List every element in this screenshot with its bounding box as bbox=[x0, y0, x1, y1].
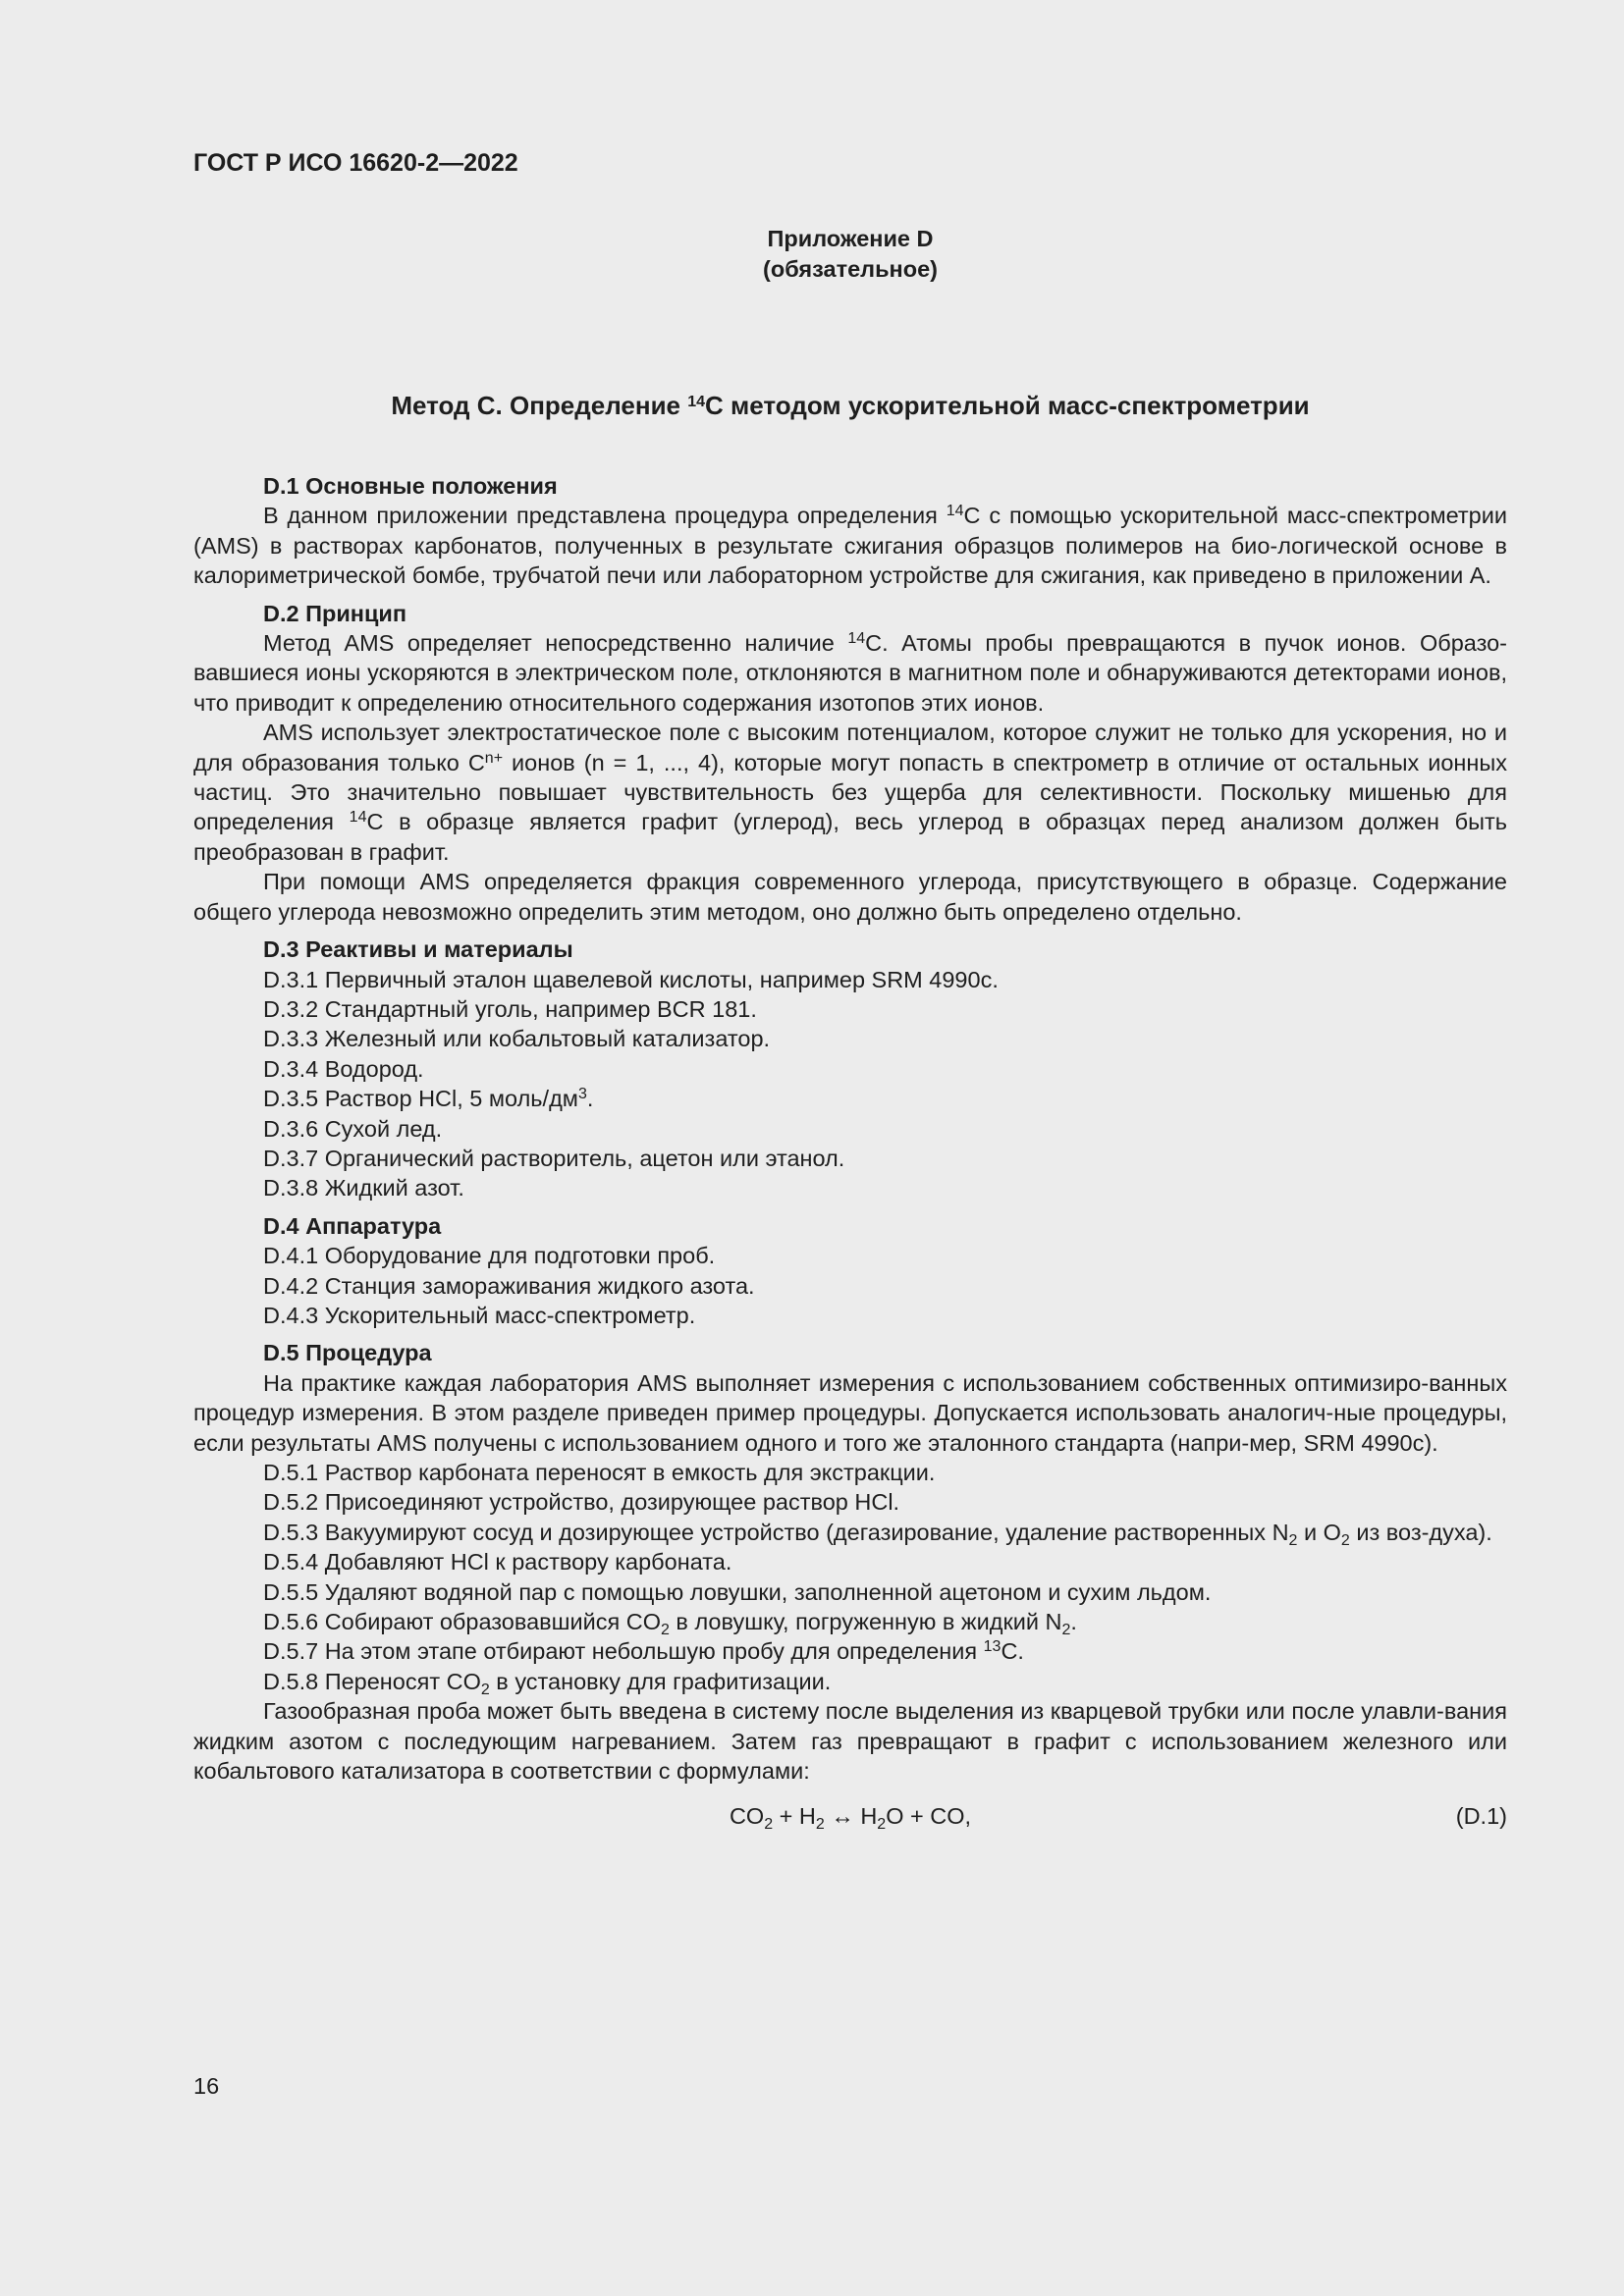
text-run: C. Атомы пробы превращаются в пучок ионов. Образо-вавшиеся ионы ускоряются в электрическом поле, отклоняются в магнитном поле и обнаруживаются детекторами ионов, что приводит к определению относительного содержания изотопов этих ионов. bbox=[193, 630, 1507, 716]
section-heading: D.2 Принцип bbox=[263, 600, 407, 626]
text-run: Метод AMS определяет непосредственно наличие bbox=[263, 630, 848, 657]
document-body bbox=[193, 471, 1507, 1832]
text-run: D.5.8 Переносят CO bbox=[263, 1668, 481, 1694]
paragraph bbox=[193, 718, 1507, 867]
appendix-title: Приложение D bbox=[767, 226, 934, 251]
text-run: . bbox=[1070, 1609, 1077, 1635]
text-run: C в образце является графит (углерод), весь углерод в образцах перед анализом должен быть преобразован в графит. bbox=[193, 809, 1508, 865]
paragraph bbox=[193, 628, 1507, 718]
list-item bbox=[193, 1084, 1507, 1113]
procedure-step: D.5.1 Раствор карбоната переносят в емкость для экстракции. bbox=[263, 1460, 936, 1485]
subscript: 2 bbox=[1061, 1621, 1071, 1638]
text-run: CO bbox=[729, 1803, 765, 1830]
paragraph: Газообразная проба может быть введена в систему после выделения из кварцевой трубки или после улавли-вания жидким азотом с последующим нагреванием. Затем газ превращают в графит с использованием железного или кобальтового катализатора в соответствии с формулами: bbox=[193, 1698, 1507, 1785]
list-item: D.3.7 Органический растворитель, ацетон или этанол. bbox=[263, 1145, 845, 1171]
section-heading: D.3 Реактивы и материалы bbox=[263, 936, 573, 963]
formula-number: (D.1) bbox=[1455, 1803, 1507, 1830]
list-item: D.3.4 Водород. bbox=[263, 1055, 424, 1082]
text-run: . bbox=[586, 1086, 594, 1112]
text-run: D.5.6 Собирают образовавшийся CO bbox=[263, 1609, 661, 1635]
reagents-list bbox=[193, 965, 1507, 1203]
method-title bbox=[193, 391, 1507, 420]
formula-d1 bbox=[193, 1801, 1507, 1832]
method-title-text-2: C методом ускорительной масс-спектрометрии bbox=[705, 391, 1310, 420]
superscript: 14 bbox=[946, 503, 964, 520]
text-run: D.5.3 Вакуумируют сосуд и дозирующее устройство (дегазирование, удаление растворенных N bbox=[263, 1519, 1289, 1545]
procedure-step: D.5.2 Присоединяют устройство, дозирующее раствор HCl. bbox=[263, 1489, 900, 1516]
standard-code: ГОСТ Р ИСО 16620-2—2022 bbox=[193, 149, 518, 177]
procedure-step bbox=[193, 1667, 1507, 1696]
apparatus-list bbox=[193, 1241, 1507, 1330]
section-d2 bbox=[193, 599, 1507, 927]
subscript: 2 bbox=[815, 1816, 825, 1834]
superscript: 14 bbox=[349, 809, 367, 827]
procedure-step: D.5.4 Добавляют HCl к раствору карбоната. bbox=[263, 1549, 732, 1575]
section-heading: D.1 Основные положения bbox=[263, 473, 558, 499]
text-run: O + CO, bbox=[886, 1803, 972, 1830]
subscript: 2 bbox=[661, 1621, 670, 1638]
list-item: D.4.2 Станция замораживания жидкого азота. bbox=[263, 1272, 755, 1299]
formula-expression bbox=[193, 1801, 1507, 1834]
procedure-step: D.5.5 Удаляют водяной пар с помощью ловушки, заполненной ацетоном и сухим льдом. bbox=[263, 1578, 1212, 1605]
procedure-step bbox=[193, 1518, 1507, 1547]
superscript: 3 bbox=[577, 1086, 587, 1103]
text-run: в установку для графитизации. bbox=[489, 1668, 832, 1694]
list-item: D.3.6 Сухой лед. bbox=[263, 1115, 443, 1142]
procedure-step bbox=[193, 1636, 1507, 1666]
text-run: ионов (n = 1, ..., 4), которые могут попасть в спектрометр в отличие от остальных ионных частиц. Это значительно повышает чувствительность без ущерба для селективности. Поскольку мишенью для определения bbox=[193, 749, 1507, 835]
text-run: в ловушку, погруженную в жидкий N bbox=[669, 1609, 1062, 1635]
list-item: D.3.2 Стандартный уголь, например BCR 181. bbox=[263, 995, 757, 1022]
superscript: 13 bbox=[983, 1638, 1001, 1656]
section-d1 bbox=[193, 471, 1507, 591]
list-item: D.3.8 Жидкий азот. bbox=[263, 1175, 464, 1201]
superscript: n+ bbox=[484, 749, 504, 767]
procedure-step bbox=[193, 1607, 1507, 1636]
method-title-isotope-sup: 14 bbox=[687, 394, 706, 410]
text-run: C. bbox=[1001, 1638, 1024, 1665]
text-run: AMS использует электростатическое поле с высоким потенциалом, которое служит не только для ускорения, но и для образования только C bbox=[193, 720, 1507, 775]
section-heading: D.5 Процедура bbox=[263, 1340, 432, 1366]
appendix-heading bbox=[193, 224, 1507, 285]
text-run: C с помощью ускорительной масс-спектрометрии (AMS) в растворах карбонатов, полученных в результате сжигания образцов полимеров на био-логической основе в калориметрической бомбе, трубчатой печи или лабораторном устройстве для сжигания, как приведено в приложении А. bbox=[193, 503, 1507, 589]
method-title-text-1: Метод С. Определение bbox=[391, 391, 688, 420]
subscript: 2 bbox=[764, 1816, 774, 1834]
section-heading: D.4 Аппаратура bbox=[263, 1212, 442, 1239]
section-d3 bbox=[193, 934, 1507, 1203]
paragraph: На практике каждая лаборатория AMS выполняет измерения с использованием собственных оптимизиро-ванных процедур измерения. В этом разделе приведен пример процедуры. Допускается использовать аналогич-ные процедуры, если результаты AMS получены с использованием одного и того же эталонного стандарта (напри-мер, SRM 4990c). bbox=[193, 1369, 1507, 1456]
text-run: В данном приложении представлена процедура определения bbox=[263, 503, 947, 529]
text-run: и O bbox=[1297, 1519, 1341, 1545]
appendix-status: (обязательное) bbox=[763, 256, 938, 282]
paragraph: При помощи AMS определяется фракция современного углерода, присутствующего в образце. Содержание общего углерода невозможно определить этим методом, оно должно быть определено отдельно. bbox=[193, 869, 1507, 925]
subscript: 2 bbox=[877, 1816, 887, 1834]
text-run: из воз-духа). bbox=[1349, 1519, 1492, 1545]
superscript: 14 bbox=[847, 630, 866, 648]
list-item: D.3.1 Первичный эталон щавелевой кислоты, например SRM 4990с. bbox=[263, 966, 999, 992]
list-item: D.4.1 Оборудование для подготовки проб. bbox=[263, 1243, 716, 1269]
subscript: 2 bbox=[480, 1681, 490, 1698]
text-run: ↔ H bbox=[824, 1803, 878, 1830]
text-run: + H bbox=[773, 1803, 816, 1830]
text-run: D.5.7 На этом этапе отбирают небольшую пробу для определения bbox=[263, 1638, 984, 1665]
subscript: 2 bbox=[1288, 1531, 1298, 1549]
subscript: 2 bbox=[1340, 1531, 1350, 1549]
section-d4 bbox=[193, 1211, 1507, 1331]
page-number: 16 bbox=[193, 2073, 220, 2099]
list-item: D.4.3 Ускорительный масс-спектрометр. bbox=[263, 1302, 696, 1328]
text-run: D.3.5 Раствор HCl, 5 моль/дм bbox=[263, 1086, 578, 1112]
section-d5 bbox=[193, 1338, 1507, 1832]
paragraph bbox=[193, 501, 1507, 590]
list-item: D.3.3 Железный или кобальтовый катализатор. bbox=[263, 1026, 771, 1052]
